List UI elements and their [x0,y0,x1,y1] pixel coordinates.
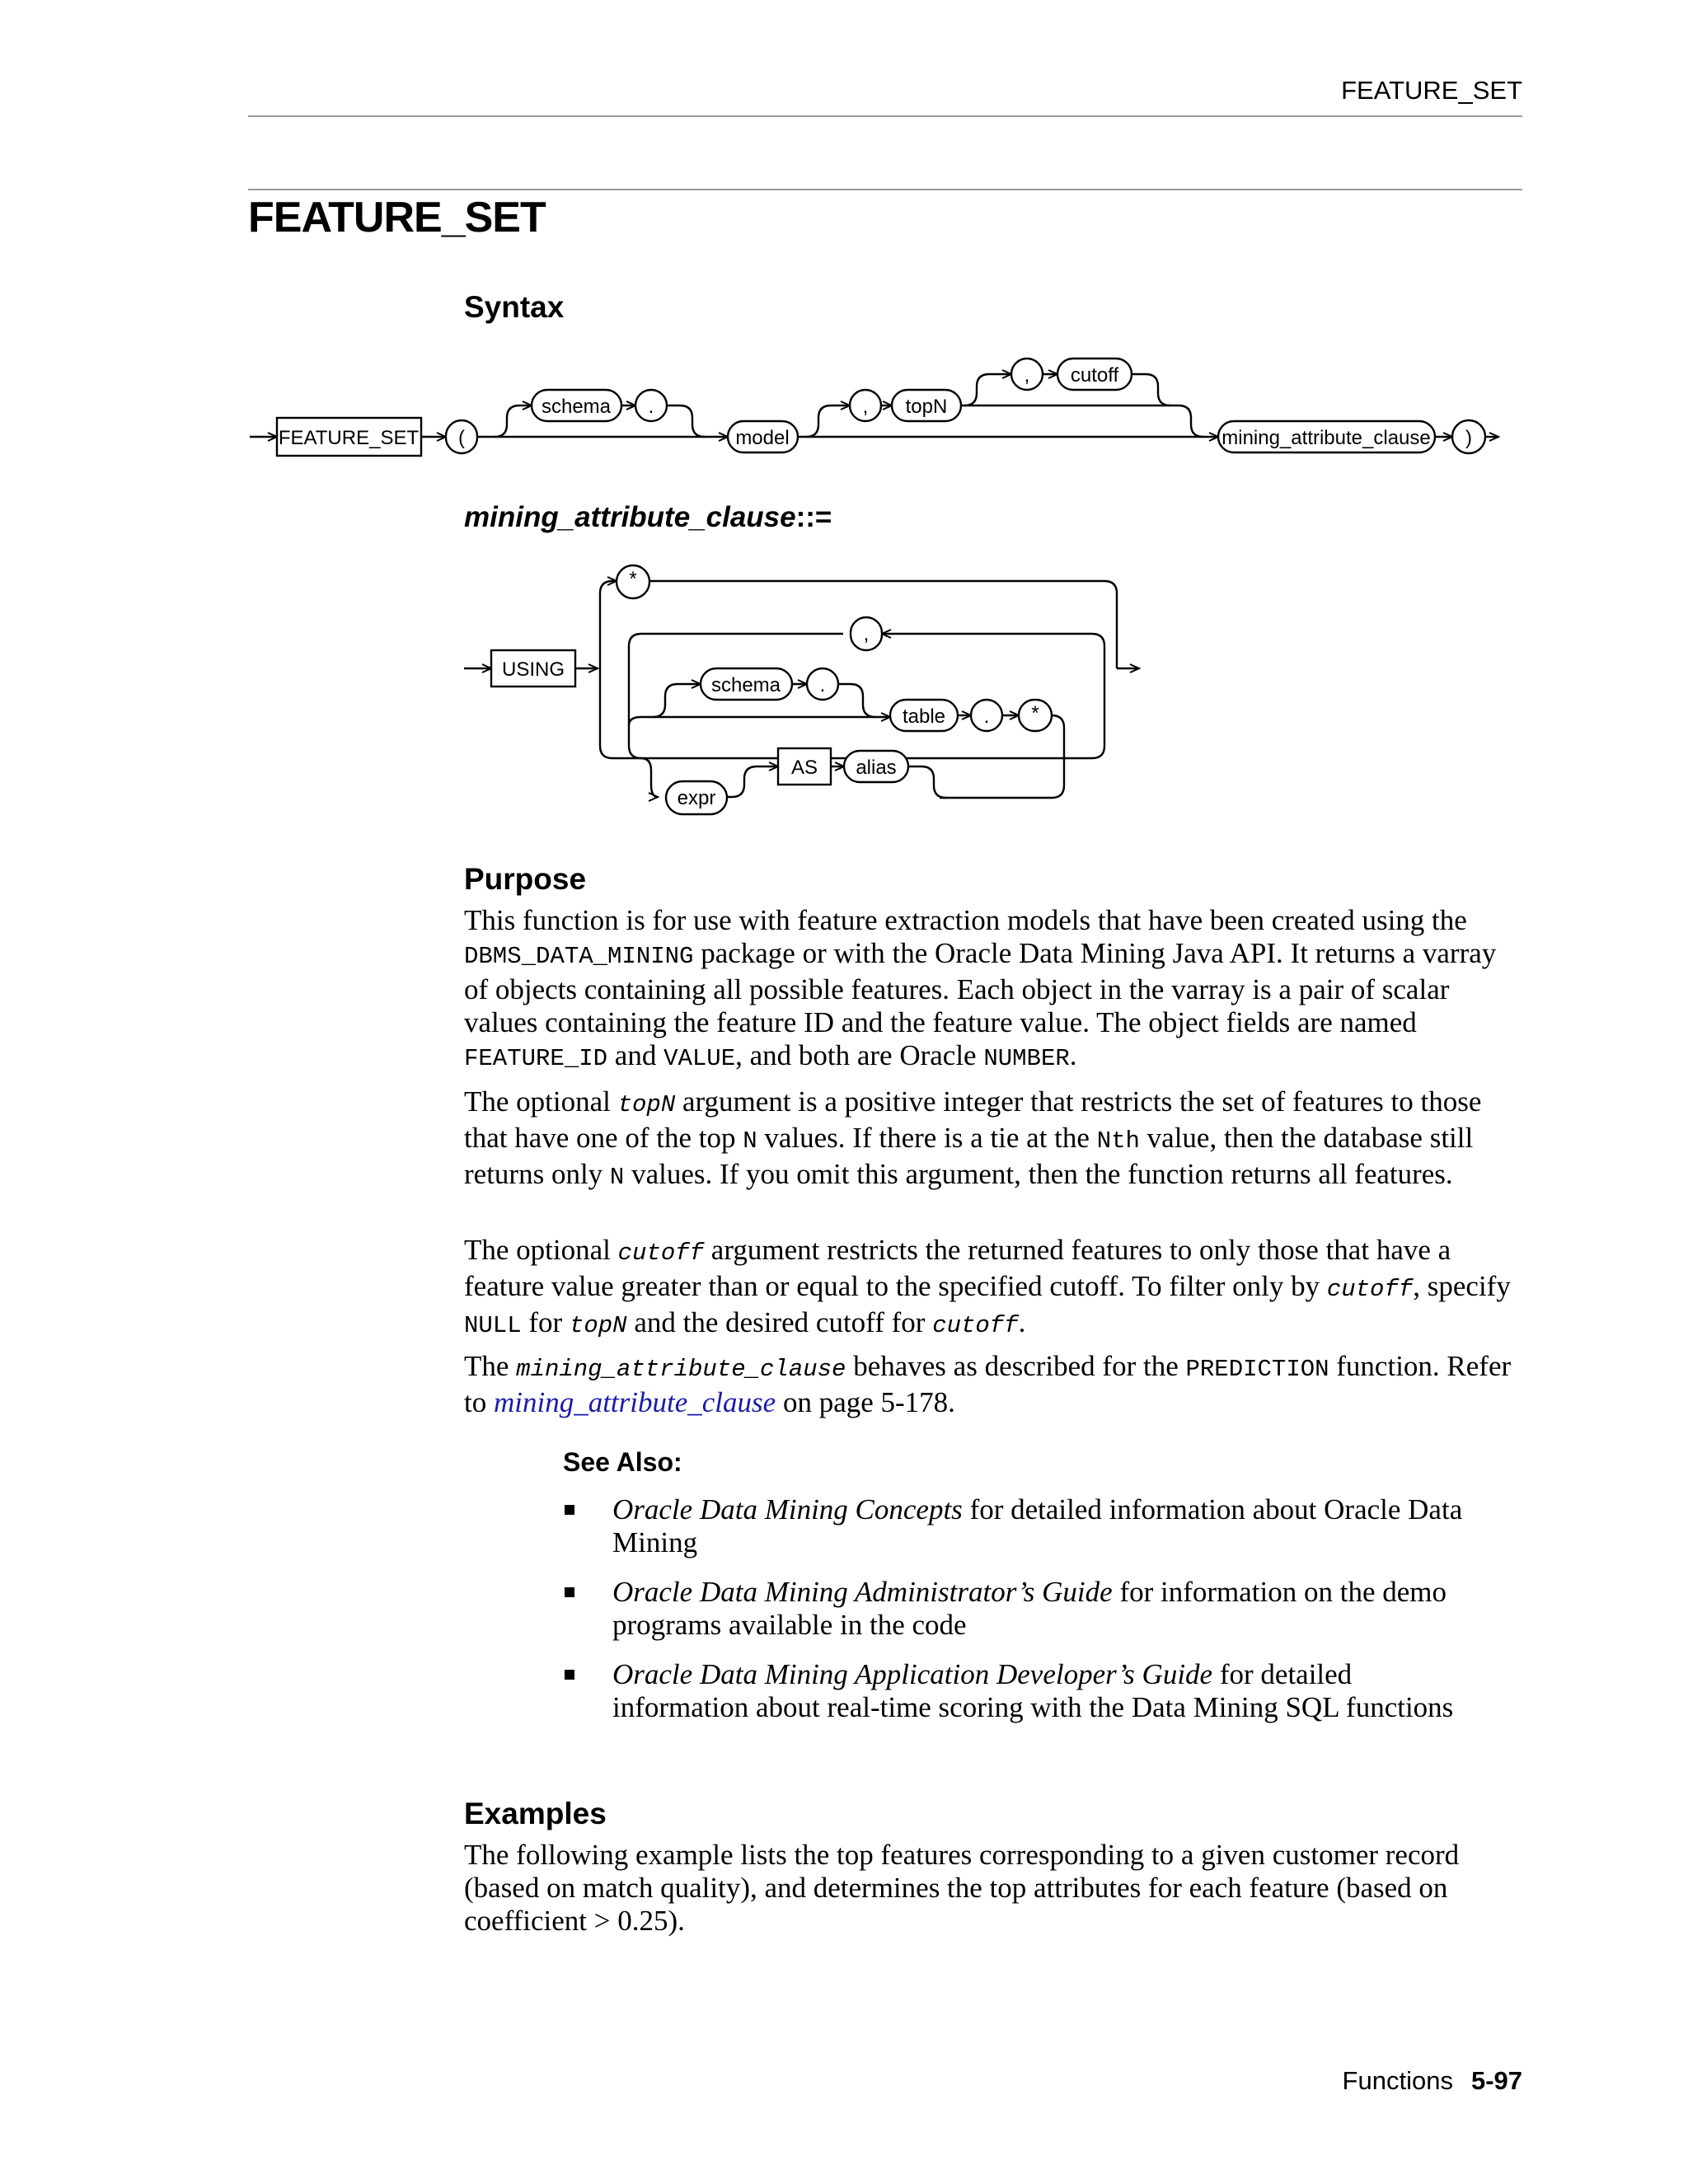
text-run: on page 5-178. [776,1386,955,1418]
rr-clause-comma-label: , [863,623,870,645]
rr-as-label: AS [790,757,818,779]
code-run: VALUE [663,1045,736,1072]
rr-table-star-label: * [1031,702,1039,724]
code-run: N [743,1127,757,1155]
text-run: value, then the database still returns only [464,1122,1474,1190]
page-title: FEATURE_SET [248,194,546,241]
text-run: . [1018,1306,1026,1338]
code-run: topN [617,1091,676,1118]
text-run: and [607,1039,664,1071]
text-run: , specify [1413,1270,1511,1302]
rr-star-label: * [629,568,637,590]
bullet-icon [565,1670,574,1680]
rr-mining-attribute-clause-label: mining_attribute_clause [1221,427,1431,449]
feature-set-diagram [250,359,1498,456]
rr-clause-schema-label: schema [710,674,781,696]
text-run: The optional [464,1085,618,1118]
code-run: PREDICTION [1185,1356,1329,1383]
rr-open-paren-label: ( [458,427,465,449]
text-run: and the desired cutoff for [626,1306,933,1338]
code-run: cutoff [617,1240,705,1267]
rr-clause-dot-1-label: . [819,674,826,696]
mining-attribute-clause-diagram [464,565,1139,814]
bullet-icon [565,1587,574,1597]
clause-heading [464,501,832,534]
text-run: for [521,1306,570,1338]
rr-dot-label: . [648,396,654,418]
bullet-icon [565,1505,574,1515]
rr-comma-1-label: , [862,396,869,418]
code-run: cutoff [932,1312,1019,1339]
code-run: mining_attribute_clause [516,1356,846,1383]
purpose-heading: Purpose [464,862,587,896]
text-run: argument restricts the returned features to only those that have a feature value greater than or equal to the specified cutoff. To filter only by [464,1234,1451,1302]
rr-model-label: model [735,427,790,449]
code-run: NUMBER [983,1045,1070,1072]
purpose-paragraph-3 [464,1234,1527,1343]
examples-paragraph: The following example lists the top features corresponding to a given customer record (based on match quality), and determines the top attributes for each feature (based on coefficient > 0.25). [464,1839,1460,1937]
rr-cutoff-label: cutoff [1070,364,1119,387]
rr-clause-dot-2-label: . [983,705,990,728]
text-run: package or with the Oracle Data Mining Java API. It returns a varray of objects containing all possible features. Each object in the varray is a pair of scalar values containing the feature ID and the feature value. The object fields are named [464,937,1497,1038]
text-run: The [464,1350,517,1382]
text-run: function. Refer to [464,1350,1512,1418]
text-run: behaves as described for the [846,1350,1186,1382]
code-run: Nth [1096,1127,1140,1155]
code-run: NULL [464,1312,522,1339]
clause-heading-suffix: ::= [795,501,832,533]
purpose-paragraph-1 [464,904,1527,1076]
rr-close-paren-label: ) [1465,427,1472,449]
code-run: FEATURE_ID [464,1045,608,1072]
clause-heading-name: mining_attribute_clause [464,501,796,533]
text-run: The optional [464,1234,618,1266]
see-also-item [563,1658,1470,1724]
code-run: DBMS_DATA_MINING [464,943,694,970]
running-header: FEATURE_SET [1341,76,1522,105]
code-run: N [609,1164,625,1191]
page-footer [1343,2066,1522,2096]
see-also-list [563,1493,1470,1741]
purpose-paragraph-2 [464,1085,1527,1194]
see-also-item [563,1576,1470,1642]
syntax-diagrams [0,0,1688,841]
footer-section: Functions [1342,2066,1453,2095]
rr-table-label: table [902,705,946,728]
rr-using-label: USING [501,658,565,681]
syntax-heading: Syntax [464,290,565,324]
text-run: , and both are Oracle [735,1039,984,1071]
rr-topn-label: topN [905,396,948,418]
purpose-paragraph-4 [464,1350,1527,1419]
examples-heading: Examples [464,1797,607,1830]
see-also-title: See Also: [563,1447,682,1477]
see-also-text: for information on the demo programs available in the code [612,1576,1447,1641]
see-also-text: for detailed information about real-time scoring with the Data Mining SQL functions [612,1658,1454,1723]
book-title: Oracle Data Mining Administrator’s Guide [612,1576,1113,1608]
text-run: . [1069,1039,1077,1071]
text-run: This function is for use with feature extraction models that have been created using the [464,904,1467,936]
book-title: Oracle Data Mining Concepts [612,1493,963,1526]
text-run: values. If you omit this argument, then the function returns all features. [624,1158,1453,1190]
see-also-item [563,1493,1470,1559]
rr-feature-set-label: FEATURE_SET [278,427,420,449]
rr-schema-label: schema [541,396,612,418]
rr-alias-label: alias [856,757,897,779]
rr-comma-2-label: , [1024,364,1030,387]
text-run: argument is a positive integer that restricts the set of features to those that have one of the top [464,1085,1482,1154]
page-number: 5-97 [1470,2066,1522,2095]
see-also-text: for detailed information about Oracle Data Mining [612,1493,1463,1558]
code-run: topN [569,1312,627,1339]
rr-expr-label: expr [677,787,716,809]
text-run: values. If there is a tie at the [757,1122,1097,1154]
code-run: cutoff [1326,1276,1414,1303]
book-title: Oracle Data Mining Application Developer’s Guide [612,1658,1213,1690]
mining-attribute-clause-link[interactable]: mining_attribute_clause [493,1386,776,1418]
